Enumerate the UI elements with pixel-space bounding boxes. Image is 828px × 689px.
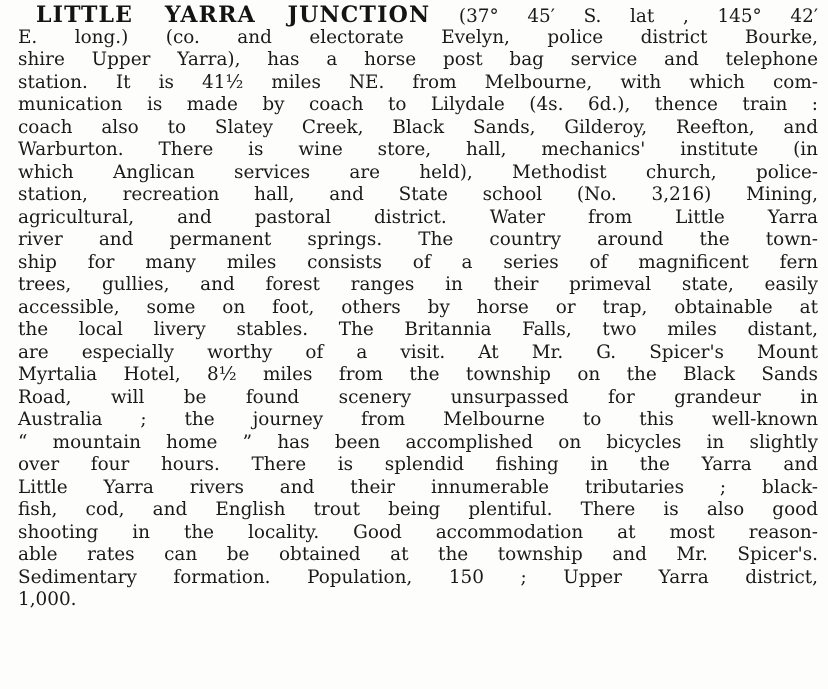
- entry-line-27: 1,000.: [18, 589, 77, 610]
- entry-line-21: over four hours. There is splendid fishing in the Yarra and: [18, 454, 818, 475]
- entry-line-3: shire Upper Yarra), has a horse post bag service and telephone: [18, 49, 818, 70]
- entry-line-13: trees, gullies, and forest ranges in their primeval state, easily: [18, 274, 818, 295]
- entry-line-22: Little Yarra rivers and their innumerable tributaries ; black-: [18, 476, 818, 498]
- entry-line-2: E. long.) (co. and electorate Evelyn, police district Bourke,: [18, 26, 818, 48]
- entry-line-8: which Anglican services are held), Methodist church, police-: [18, 161, 818, 183]
- entry-line-19: Australia ; the journey from Melbourne to this well-known: [18, 409, 818, 430]
- entry-line-24: shooting in the locality. Good accommodation at most reason-: [18, 521, 818, 543]
- entry-line-7: Warburton. There is wine store, hall, mechanics' institute (in: [18, 139, 818, 160]
- entry-line-14: accessible, some on foot, others by horse or trap, obtainable at: [18, 296, 818, 318]
- entry-headword: LITTLE YARRA JUNCTION: [36, 2, 431, 28]
- entry-line-23: fish, cod, and English trout being plentiful. There is also good: [18, 499, 818, 520]
- entry-line-4: station. It is 41½ miles NE. from Melbourne, with which com-: [18, 71, 818, 93]
- entry-line-16: are especially worthy of a visit. At Mr. G. Spicer's Mount: [18, 341, 818, 363]
- entry-line-26: Sedimentary formation. Population, 150 ; Upper Yarra district,: [18, 566, 818, 588]
- entry-line-25: able rates can be obtained at the township and Mr. Spicer's.: [18, 544, 818, 565]
- gazetteer-entry: [18, 4, 818, 612]
- entry-line-5: munication is made by coach to Lilydale (4s. 6d.), thence train :: [18, 94, 818, 115]
- entry-line-6: coach also to Slatey Creek, Black Sands, Gilderoy, Reefton, and: [18, 116, 818, 138]
- entry-line-9: station, recreation hall, and State school (No. 3,216) Mining,: [18, 184, 818, 205]
- entry-line-20: “ mountain home ” has been accomplished on bicycles in slightly: [18, 431, 818, 453]
- entry-line-18: Road, will be found scenery unsurpassed for grandeur in: [18, 386, 818, 408]
- entry-line-12: ship for many miles consists of a series of magnificent fern: [18, 251, 818, 273]
- entry-line-15: the local livery stables. The Britannia Falls, two miles distant,: [18, 319, 818, 340]
- entry-line-17: Myrtalia Hotel, 8½ miles from the township on the Black Sands: [18, 364, 818, 385]
- entry-line-10: agricultural, and pastoral district. Water from Little Yarra: [18, 206, 818, 228]
- entry-line-11: river and permanent springs. The country around the town-: [18, 229, 818, 250]
- entry-line-1: [18, 4, 818, 27]
- entry-line-1-text: (37° 45′ S. lat , 145° 42′: [430, 6, 818, 27]
